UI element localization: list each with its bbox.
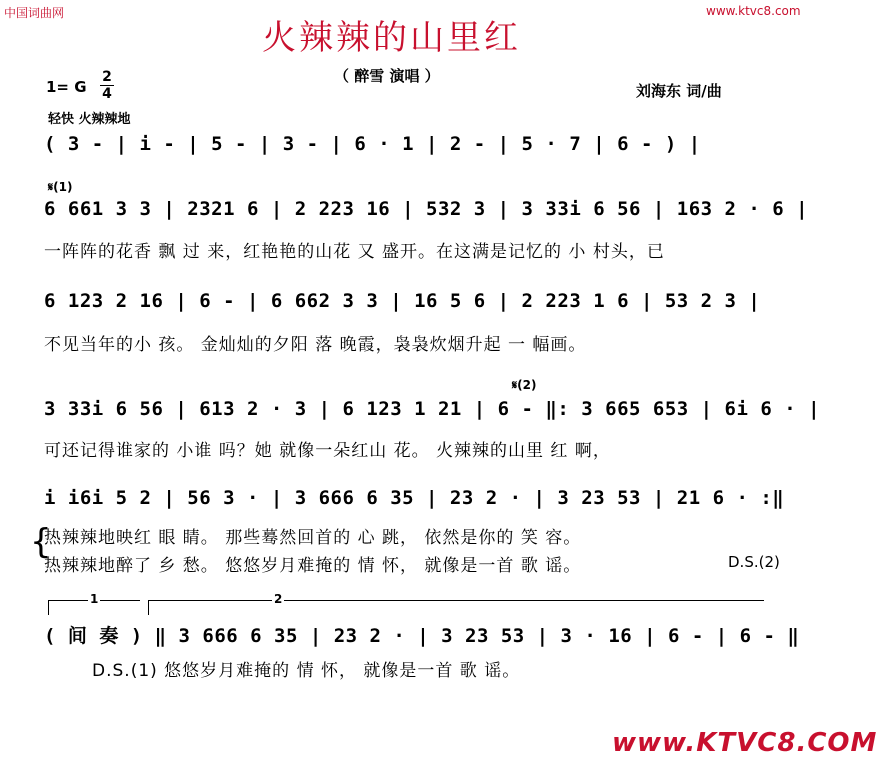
volta-bracket-2 [148, 600, 764, 601]
time-signature [100, 70, 114, 101]
composer-credit: 刘海东 词/曲 [636, 82, 722, 100]
volta-number-1: 1 [90, 592, 99, 606]
site-name-left: 中国词曲网 [4, 6, 65, 20]
time-signature-bottom: 4 [102, 86, 112, 102]
segno-marker-1: 𝄋(1) [48, 180, 73, 194]
lyrics-row-5: D.S.(1) 悠悠岁月难掩的 情 怀， 就像是一首 歌 谣。 [92, 661, 521, 681]
lyrics-row-4-verse-2: 热辣辣地醉了 乡 愁。 悠悠岁月难掩的 情 怀， 就像是一首 歌 谣。 [44, 556, 582, 576]
site-url-right: www.ktvc8.com [706, 4, 801, 18]
notation-row-4: i i6i 5 2 | 56 3 · | 3 666 6 35 | 23 2 · | 3 23 53 | 21 6 · :‖ [44, 487, 785, 509]
singer-credit: （ 醉雪 演唱 ） [334, 67, 440, 85]
notation-row-2: 6 123 2 16 | 6 - | 6 662 3 3 | 16 5 6 | 2 223 1 6 | 53 2 3 | [44, 290, 761, 312]
tempo-marking: 轻快 火辣辣地 [48, 112, 131, 127]
volta-number-2: 2 [274, 592, 283, 606]
lyrics-row-1: 一阵阵的花香 飘 过 来，红艳艳的山花 又 盛开。在这满是记忆的 小 村头，已 [44, 242, 665, 262]
intro-notation: ( 3 - | i - | 5 - | 3 - | 6 · 1 | 2 - | 5 · 7 | 6 - ) | [44, 133, 701, 155]
dal-segno-2: D.S.(2) [728, 553, 780, 571]
key-signature: 1= G [46, 78, 87, 96]
time-signature-top: 2 [102, 69, 112, 85]
watermark-url: www.KTVC8.COM [612, 728, 877, 758]
segno-marker-2: 𝄋(2) [512, 378, 537, 392]
lyrics-row-3: 可还记得谁家的 小谁 吗？她 就像一朵红山 花。 火辣辣的山里 红 啊， [44, 441, 611, 461]
notation-row-1: 6 661 3 3 | 2321 6 | 2 223 16 | 532 3 | 3 33i 6 56 | 163 2 · 6 | [44, 198, 809, 220]
verse-brace: { [30, 522, 52, 562]
notation-row-5: ( 间 奏 ) ‖ 3 666 6 35 | 23 2 · | 3 23 53 | 3 · 16 | 6 - | 6 - ‖ [44, 625, 800, 647]
notation-row-3: 3 33i 6 56 | 613 2 · 3 | 6 123 1 21 | 6 - ‖: 3 665 653 | 6i 6 · | [44, 398, 821, 420]
song-title: 火辣辣的山里红 [262, 18, 521, 58]
lyrics-row-4-verse-1: 热辣辣地映红 眼 睛。 那些蓦然回首的 心 跳， 依然是你的 笑 容。 [44, 528, 582, 548]
lyrics-row-2: 不见当年的小 孩。 金灿灿的夕阳 落 晚霞，袅袅炊烟升起 一 幅画。 [44, 335, 587, 355]
